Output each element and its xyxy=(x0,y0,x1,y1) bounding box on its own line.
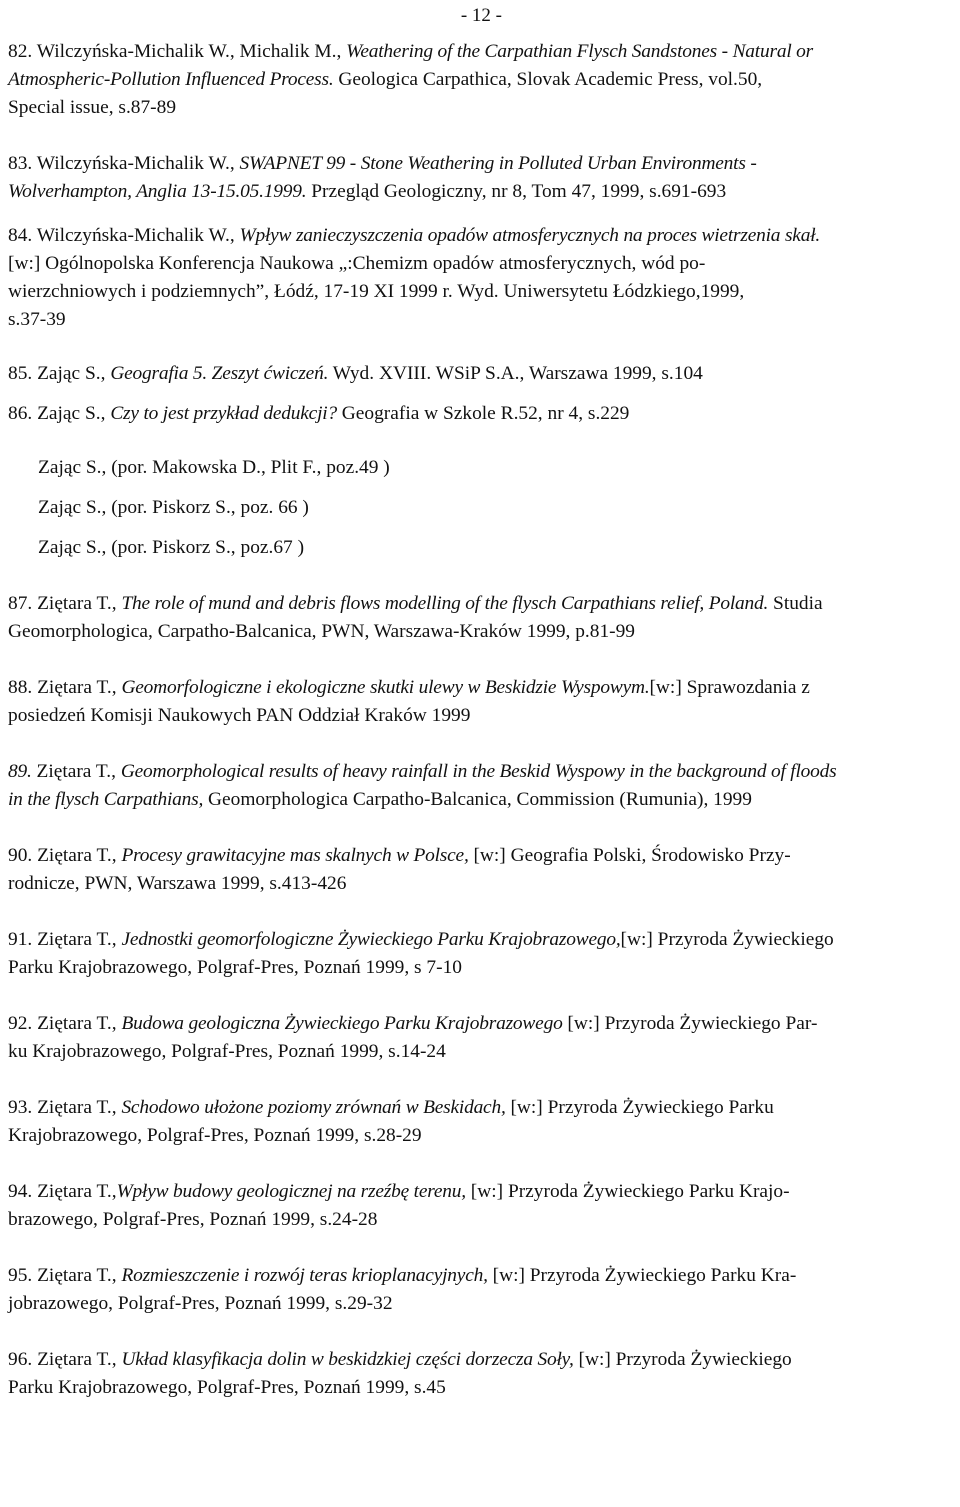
entry-title-text: Budowa geologiczna Żywieckiego Parku Krajobrazowego xyxy=(121,1013,563,1034)
entry-line xyxy=(8,1038,956,1066)
bibliography-entry xyxy=(8,926,956,982)
entry-title-text: SWAPNET 99 - Stone Weathering in Polluted Urban Environments - xyxy=(239,153,757,174)
bibliography-entry xyxy=(8,150,956,206)
entry-line xyxy=(8,954,956,982)
entry-line xyxy=(8,150,956,178)
bibliography-entry xyxy=(8,842,956,898)
entry-text: s.37-39 xyxy=(8,309,66,330)
entry-line xyxy=(8,618,956,646)
entry-text: Krajobrazowego, Polgraf-Pres, Poznań 1999, s.28-29 xyxy=(8,1125,422,1146)
entry-line xyxy=(8,674,956,702)
entry-text: 93. Ziętara T., xyxy=(8,1097,122,1118)
entry-text: [w:] Przyroda Żywieckiego Par- xyxy=(562,1013,818,1034)
entry-title-text: Wpływ budowy geologicznej na rzeźbę terenu, xyxy=(116,1181,466,1202)
entry-line xyxy=(8,870,956,898)
spacer xyxy=(8,574,956,590)
entry-text: 83. Wilczyńska-Michalik W., xyxy=(8,153,240,174)
entry-line xyxy=(8,360,956,388)
entry-line xyxy=(8,222,956,250)
entry-line xyxy=(8,1094,956,1122)
entry-line xyxy=(8,250,956,278)
entry-title-text: Procesy grawitacyjne mas skalnych w Polsce, xyxy=(121,845,469,866)
entry-text: Parku Krajobrazowego, Polgraf-Pres, Poznań 1999, s.45 xyxy=(8,1377,446,1398)
entry-text: 84. Wilczyńska-Michalik W., xyxy=(8,225,240,246)
entry-text: [w:] Przyroda Żywieckiego Parku Krajo- xyxy=(465,1181,790,1202)
entry-title-text: Geografia 5. Zeszyt ćwiczeń. xyxy=(110,363,329,384)
entry-text: [w:] Ogólnopolska Konferencja Naukowa „:Chemizm opadów atmosferycznych, wód po- xyxy=(8,253,706,274)
bibliography-entry xyxy=(8,1262,956,1318)
entry-line xyxy=(8,94,956,122)
entry-line xyxy=(8,1206,956,1234)
entry-line xyxy=(8,1346,956,1374)
entry-title-text: Geomorphological results of heavy rainfall in the Beskid Wyspowy in the background of floods xyxy=(120,761,837,782)
entry-line xyxy=(8,758,956,786)
bibliography-entry xyxy=(8,674,956,730)
entry-text: 88. Ziętara T., xyxy=(8,677,122,698)
entry-text: Wyd. XVIII. WSiP S.A., Warszawa 1999, s.104 xyxy=(328,363,703,384)
page-number: - 12 - xyxy=(460,5,502,26)
entry-line xyxy=(8,590,956,618)
bibliography-entry xyxy=(8,590,956,646)
entry-title-text: Weathering of the Carpathian Flysch Sandstones - Natural or xyxy=(346,41,814,62)
entry-title-text: Czy to jest przykład dedukcji? xyxy=(110,403,337,424)
entry-line xyxy=(8,1290,956,1318)
entry-title-text: Jednostki geomorfologiczne Żywieckiego Parku Krajobrazowego, xyxy=(121,929,621,950)
entry-line xyxy=(8,1122,956,1150)
entry-text: [w:] Przyroda Żywieckiego xyxy=(620,929,834,950)
cross-reference-entry: Zając S., (por. Piskorz S., poz. 66 ) xyxy=(38,497,309,518)
entry-text: Geografia w Szkole R.52, nr 4, s.229 xyxy=(336,403,630,424)
entry-text: Special issue, s.87-89 xyxy=(8,97,177,118)
entry-text: 96. Ziętara T., xyxy=(8,1349,122,1370)
entry-line xyxy=(8,1010,956,1038)
bibliography-entry xyxy=(8,758,956,814)
entry-title-text: Geomorfologiczne i ekologiczne skutki ulewy w Beskidzie Wyspowym. xyxy=(121,677,650,698)
entry-line xyxy=(8,1178,956,1206)
bibliography-entry xyxy=(8,1010,956,1066)
entry-line xyxy=(8,842,956,870)
entry-line xyxy=(8,702,956,730)
entry-text: 94. Ziętara T., xyxy=(8,1181,117,1202)
entry-text: [w:] Przyroda Żywieckiego Parku xyxy=(505,1097,774,1118)
entry-title-text: The role of mund and debris flows modelling of the flysch Carpathians relief, Poland. xyxy=(121,593,769,614)
entry-line xyxy=(8,1374,956,1402)
entry-title-text: Atmospheric-Pollution Influenced Process. xyxy=(8,69,334,90)
entry-text: [w:] Sprawozdania z xyxy=(649,677,810,698)
entry-text: 90. Ziętara T., xyxy=(8,845,122,866)
entry-text: Parku Krajobrazowego, Polgraf-Pres, Poznań 1999, s 7-10 xyxy=(8,957,462,978)
entry-text: 85. Zając S., xyxy=(8,363,111,384)
entry-text: Geomorphologica, Carpatho-Balcanica, PWN, Warszawa-Kraków 1999, p.81-99 xyxy=(8,621,636,642)
entry-text: 92. Ziętara T., xyxy=(8,1013,122,1034)
bibliography-entry xyxy=(8,400,956,428)
bibliography-entry xyxy=(8,1346,956,1402)
entry-text: 82. Wilczyńska-Michalik W., Michalik M., xyxy=(8,41,347,62)
entry-line xyxy=(8,38,956,66)
entry-text: jobrazowego, Polgraf-Pres, Poznań 1999, s.29-32 xyxy=(8,1293,393,1314)
entry-title-text: Rozmieszczenie i rozwój teras krioplanacyjnych, xyxy=(121,1265,488,1286)
bibliography-entry xyxy=(8,1094,956,1150)
entry-line xyxy=(8,66,956,94)
entry-text: rodnicze, PWN, Warszawa 1999, s.413-426 xyxy=(8,873,347,894)
entry-line xyxy=(8,926,956,954)
entry-text: posiedzeń Komisji Naukowych PAN Oddział Kraków 1999 xyxy=(8,705,471,726)
entry-text: 86. Zając S., xyxy=(8,403,111,424)
entry-text: 87. Ziętara T., xyxy=(8,593,122,614)
entry-line xyxy=(8,178,956,206)
cross-reference-entry: Zając S., (por. Makowska D., Plit F., poz.49 ) xyxy=(38,457,390,478)
entry-title-text: Wpływ zanieczyszczenia opadów atmosferycznych na proces wietrzenia skał. xyxy=(239,225,821,246)
bibliography-entry xyxy=(8,38,956,122)
entry-text: brazowego, Polgraf-Pres, Poznań 1999, s.24-28 xyxy=(8,1209,378,1230)
entry-text: wierzchniowych i podziemnych”, Łódź, 17-19 XI 1999 r. Wyd. Uniwersytetu Łódzkiego,1999, xyxy=(8,281,745,302)
entry-line xyxy=(8,1262,956,1290)
entry-title-text: Wolverhampton, Anglia 13-15.05.1999. xyxy=(8,181,307,202)
entry-text: [w:] Geografia Polski, Środowisko Przy- xyxy=(468,845,791,866)
entry-text: Ziętara T., xyxy=(31,761,121,782)
entry-title-text: Schodowo ułożone poziomy zrównań w Beskidach, xyxy=(121,1097,506,1118)
entry-title-text: 89. xyxy=(8,761,32,782)
entry-text: ku Krajobrazowego, Polgraf-Pres, Poznań 1999, s.14-24 xyxy=(8,1041,446,1062)
entry-line xyxy=(8,278,956,306)
entry-line xyxy=(8,306,956,334)
bibliography-entry xyxy=(8,360,956,388)
cross-reference-entry: Zając S., (por. Piskorz S., poz.67 ) xyxy=(38,537,305,558)
entry-text: Przegląd Geologiczny, nr 8, Tom 47, 1999, s.691-693 xyxy=(306,181,727,202)
entry-text: 91. Ziętara T., xyxy=(8,929,122,950)
entry-text: Studia xyxy=(768,593,823,614)
entry-text: [w:] Przyroda Żywieckiego xyxy=(573,1349,792,1370)
entry-line xyxy=(8,400,956,428)
entry-line xyxy=(8,786,956,814)
entry-text: Geologica Carpathica, Slovak Academic Press, vol.50, xyxy=(333,69,763,90)
entry-title-text: in the flysch Carpathians, xyxy=(8,789,204,810)
entry-text: Geomorphologica Carpatho-Balcanica, Commission (Rumunia), 1999 xyxy=(203,789,752,810)
bibliography-entry xyxy=(8,222,956,334)
bibliography-list xyxy=(8,38,956,1430)
entry-title-text: Układ klasyfikacja dolin w beskidzkiej części dorzecza Soły, xyxy=(121,1349,574,1370)
entry-text: [w:] Przyroda Żywieckiego Parku Kra- xyxy=(487,1265,797,1286)
entry-text: 95. Ziętara T., xyxy=(8,1265,122,1286)
bibliography-entry xyxy=(8,1178,956,1234)
